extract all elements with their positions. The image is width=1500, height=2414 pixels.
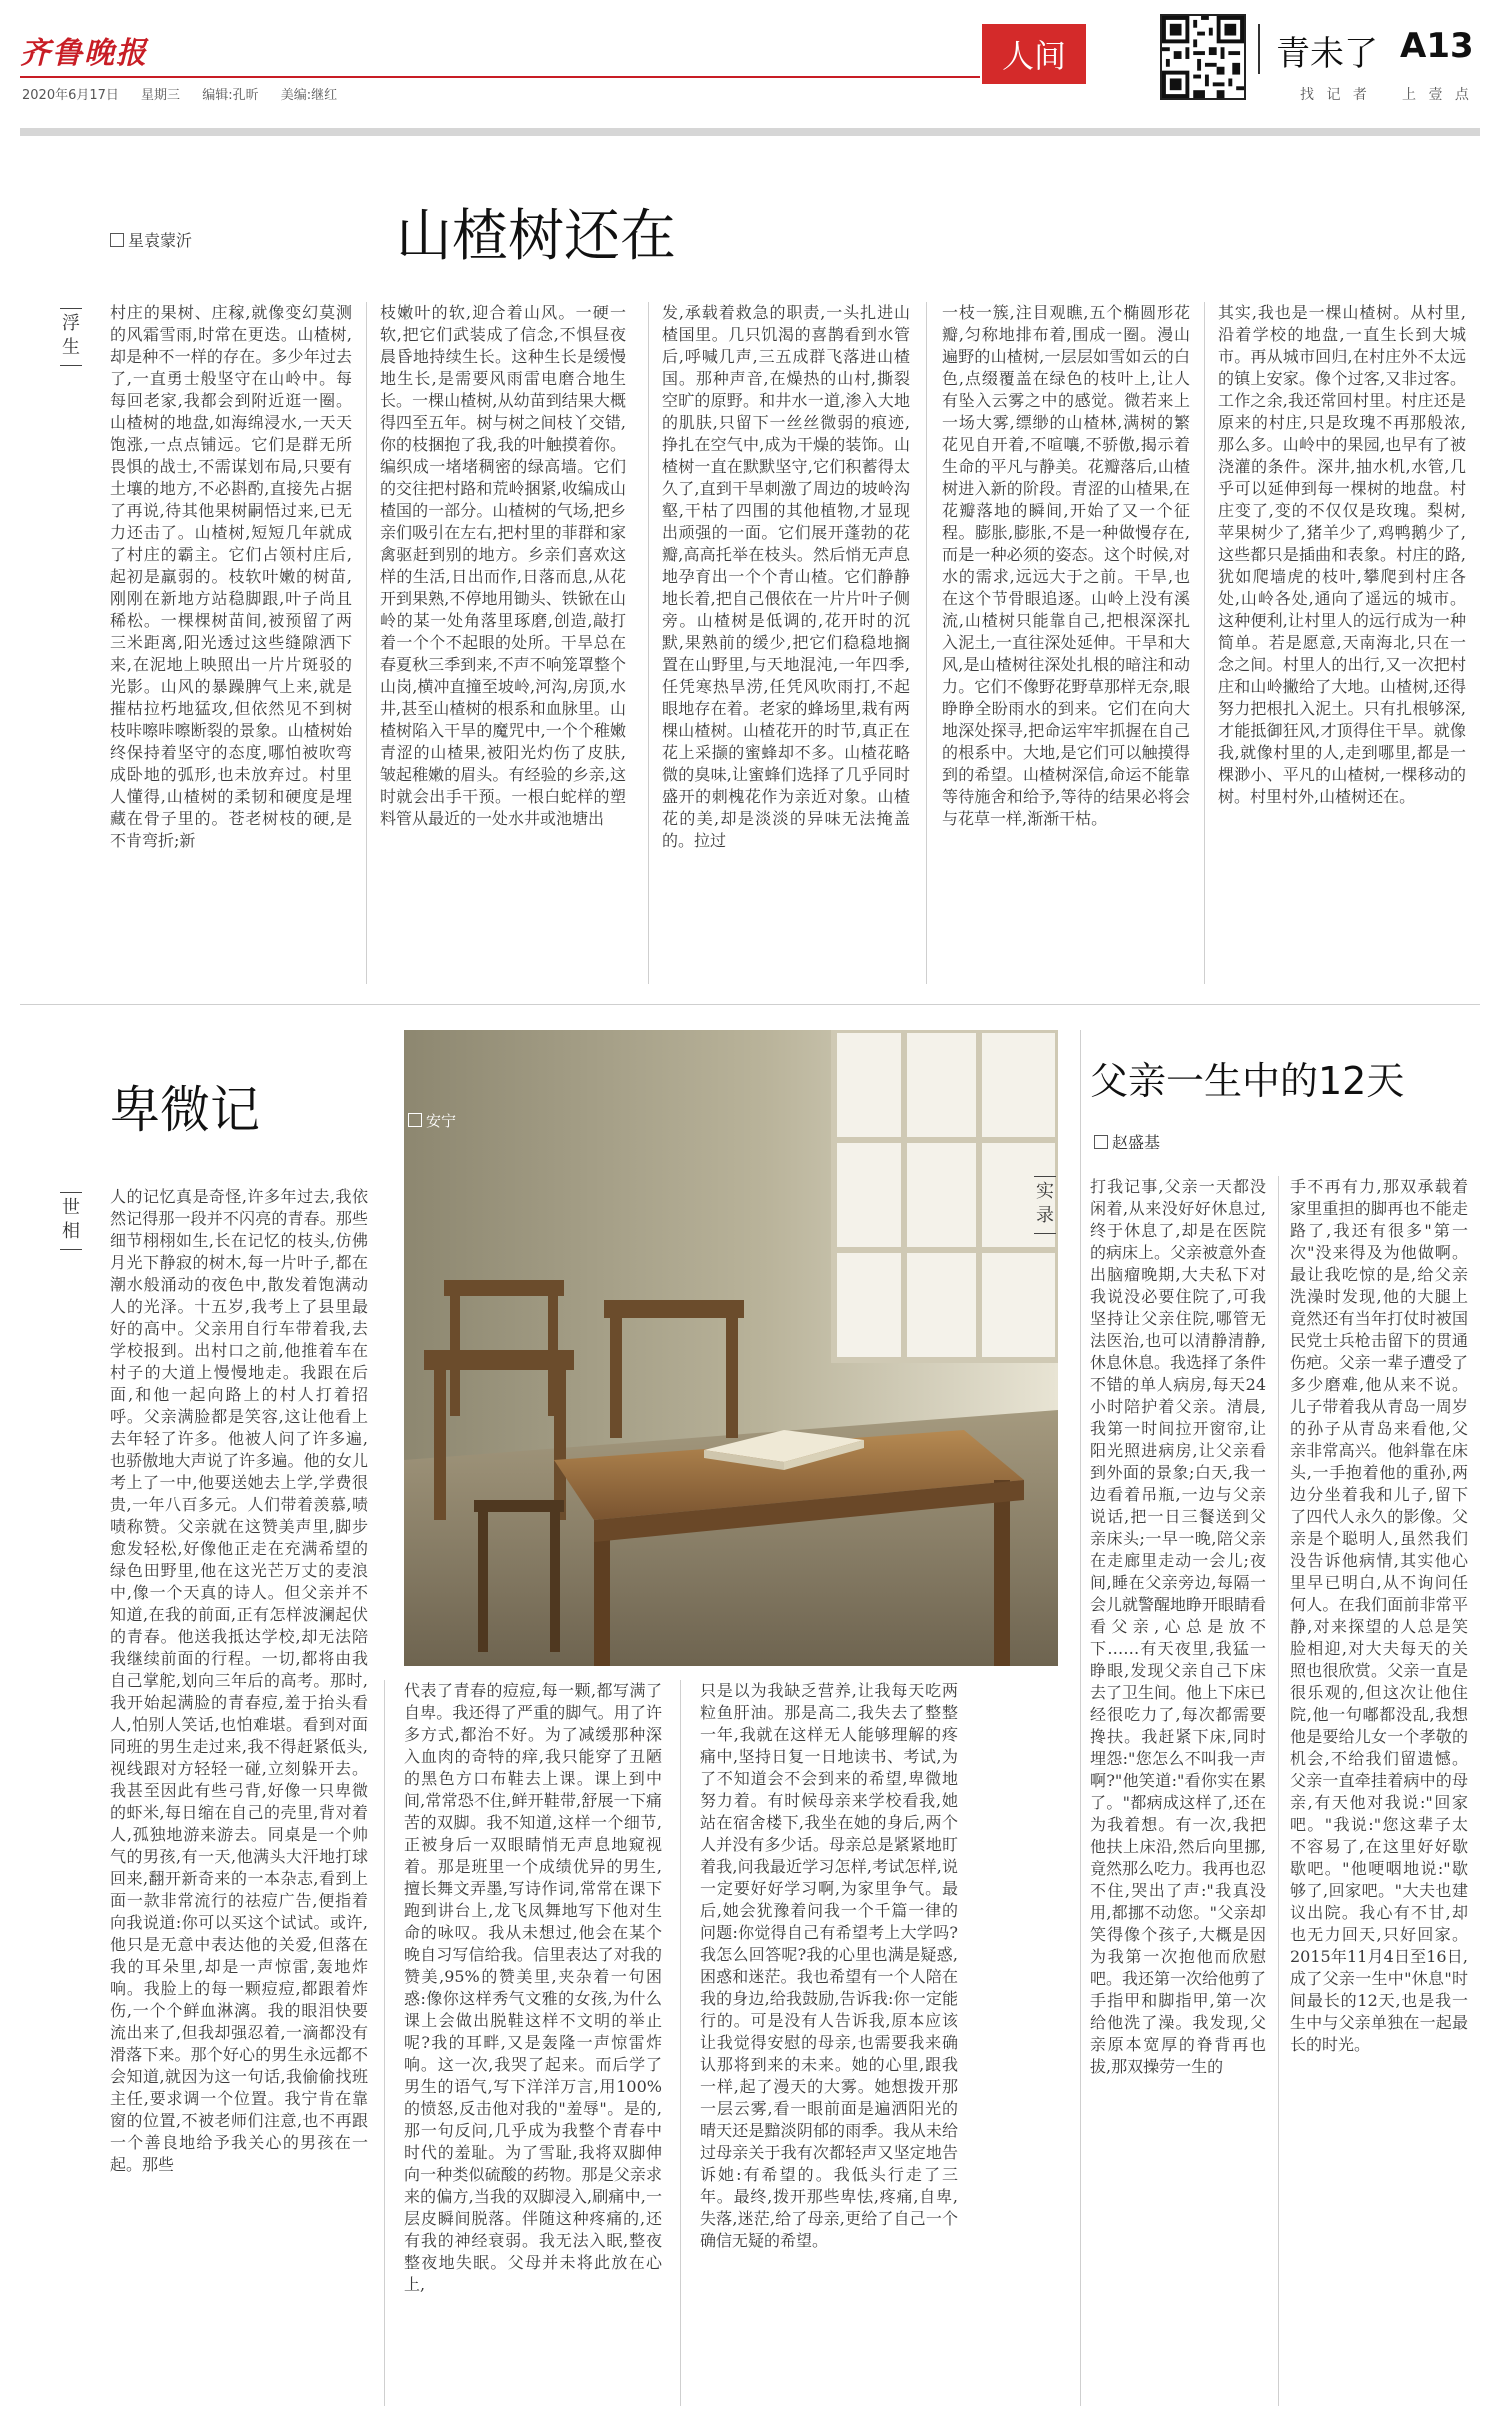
contact-app: 上 壹 点 (1402, 87, 1473, 103)
article1-column-2: 枝嫩叶的软,迎合着山风。一硬一软,把它们武装成了信念,不惧昼夜晨昏地持续生长。这种生长是缓慢地生长,是需要风雨雷电磨合地生长。一棵山楂树,从幼苗到结果大概得四至五年。树与树之间枝丫交错,你的枝捆抱了我,我的叶触摸着你。编织成一堵堵稠密的绿高墙。它们的交往把村路和荒岭捆紧,收编成山楂国的一部分。山楂树的气场,把乡亲们吸引在左右,把村里的菲群和家禽驱赶到别的地方。乡亲们喜欢这样的生活,日出而作,日落而息,从花开到果熟,不停地用锄头、铁锨在山岭的某一处角落里琢磨,创造,敲打着一个个不起眼的处所。干旱总在春夏秋三季到来,不声不响笼罩整个山岗,横冲直撞至坡岭,河沟,房顶,水井,甚至山楂树的根系和血脉里。山楂树陷入干旱的魔咒中,一个个稚嫩青涩的山楂果,被阳光灼伤了皮肤,皱起稚嫩的眉头。有经验的乡亲,这时就会出手干预。一根白蛇样的塑料管从最近的一处水井或池塘出 (380, 303, 626, 828)
header-divider (1258, 24, 1260, 74)
column-rule (1204, 302, 1205, 984)
column-rule (648, 302, 649, 984)
article1-tag: 浮生 (60, 308, 82, 366)
article2-tag: 世相 (60, 1192, 82, 1250)
article1-title: 山楂树还在 (396, 204, 676, 269)
classroom-photo (404, 1030, 1058, 1666)
issue-meta (22, 84, 355, 103)
designer-credit: 美编:继红 (280, 88, 338, 103)
article3-column-1: 打我记事,父亲一天都没闲着,从来没好好休息过,终于休息了,却是在医院的病床上。父亲被意外查出脑瘤晚期,大夫私下对我说没必要住院了,可我坚持让父亲住院,哪管无法医治,也可以清静清静,休息休息。我选择了条件不错的单人病房,每天24小时陪护着父亲。清晨,我第一时间拉开窗帘,让阳光照进病房,让父亲看到外面的景象;白天,我一边看着吊瓶,一边与父亲说话,把一日三餐送到父亲床头;一早一晚,陪父亲在走廊里走动一会儿;夜间,睡在父亲旁边,每隔一会儿就警醒地睁开眼睛看看父亲,心总是放不下……有天夜里,我猛一睁眼,发现父亲自己下床去了卫生间。他上下床已经很吃力了,每次都需要搀扶。我赶紧下床,同时埋怨:"您怎么不叫我一声啊?"他笑道:"看你实在累了。"都病成这样了,还在为我着想。有一次,我把他扶上床沿,然后向里挪,竟然那么吃力。我再也忍不住,哭出了声:"我真没用,都挪不动您。"父亲却笑得像个孩子,大概是因为我第一次抱他而欣慰吧。我还第一次给他剪了手指甲和脚指甲,第一次给他洗了澡。我发现,父亲原本宽厚的脊背再也拔,那双操劳一生的 (1090, 1177, 1266, 2076)
column-rule (1080, 1030, 1081, 2406)
page-column-name: 青未了 (1276, 34, 1378, 74)
newspaper-masthead: 齐鲁晚报 (20, 36, 148, 71)
qr-code-icon (1160, 14, 1246, 100)
header-band (20, 128, 1480, 136)
issue-date: 2020年6月17日 (22, 88, 119, 103)
contact-label: 找 记 者 (1300, 87, 1371, 103)
article3-column-2: 手不再有力,那双承载着家里重担的脚再也不能走路了,我还有很多"第一次"没来得及为他做啊。最让我吃惊的是,给父亲洗澡时发现,他的大腿上竟然还有当年打仗时被国民党士兵枪击留下的贯通伤疤。父亲一辈子遭受了多少磨难,他从来不说。儿子带着我从青岛一周岁的孙子从青岛来看他,父亲非常高兴。他斜靠在床头,一手抱着他的重孙,两边分坐着我和儿子,留下了四代人永久的影像。父亲是个聪明人,虽然我们没告诉他病情,其实他心里早已明白,从不询问任何人。在我们面前非常平静,对来探望的人总是笑脸相迎,对大夫每天的关照也很欣赏。父亲一直是很乐观的,但这次让他住院,他一句嘟都没乱,我想他是要给儿女一个孝敬的机会,不给我们留遗憾。父亲一直牵挂着病中的母亲,有天他对我说:"回家吧。"我说:"您这辈子太不容易了,在这里好好歇歇吧。"他哽咽地说:"歇够了,回家吧。"大夫也建议出院。我心有不甘,却也无力回天,只好回家。2015年11月4日至16日,成了父亲一生中"休息"时间最长的12天,也是我一生中与父亲单独在一起最长的时光。 (1290, 1177, 1468, 2054)
section-tab: 人间 (982, 24, 1086, 84)
article2-column-3: 只是以为我缺乏营养,让我每天吃两粒鱼肝油。那是高二,我失去了整整一年,我就在这样无人能够理解的疼痛中,坚持日复一日地读书、考试,为了不知道会不会到来的希望,卑微地努力着。有时候母亲来学校看我,她站在宿舍楼下,我坐在她的身后,两个人并没有多少话。母亲总是紧紧地盯着我,问我最近学习怎样,考试怎样,说一定要好好学习啊,为家里争气。最后,她会犹豫着问我一个千篇一律的问题:你觉得自己有希望考上大学吗?我怎么回答呢?我的心里也满是疑惑,困惑和迷茫。我也希望有一个人陪在我的身边,给我鼓励,告诉我:你一定能行的。可是没有人告诉我,原本应该让我觉得安慰的母亲,也需要我来确认那将到来的未来。她的心里,跟我一样,起了漫天的大雾。她想拨开那一层云雾,看一眼前面是遍洒阳光的晴天还是黯淡阴郁的雨季。我从未给过母亲关于我有次都轻声又坚定地告诉她:有希望的。我低头行走了三年。最终,拨开那些卑怯,疼痛,自卑,失落,迷茫,给了母亲,更给了自己一个确信无疑的希望。 (700, 1681, 958, 2250)
page-number: A13 (1400, 26, 1474, 66)
column-rule (384, 1680, 385, 2406)
article3-title: 父亲一生中的12天 (1090, 1059, 1405, 1103)
column-rule (1278, 1176, 1279, 2406)
editor-credit: 编辑:孔昕 (202, 88, 259, 103)
article2-byline: 安宁 (408, 1110, 456, 1131)
article3-tag: 实录 (1034, 1176, 1056, 1234)
article1-column-5: 其实,我也是一棵山楂树。从村里,沿着学校的地盘,一直生长到大城市。再从城市回归,在村庄外不太远的镇上安家。像个过客,又非过客。工作之余,我还常回村里。村庄还是原来的村庄,只是玫瑰不再那般浓,那么多。山岭中的果园,也早有了被浇灌的条件。深井,抽水机,水管,几乎可以延伸到每一棵树的地盘。村庄变了,变的不仅仅是玫瑰。梨树,苹果树少了,猪羊少了,鸡鸭鹅少了,这些都只是插曲和表象。村庄的路,犹如爬墙虎的枝叶,攀爬到村庄各处,山岭各处,通向了遥远的城市。这种便利,让村里人的远行成为一种简单。若是愿意,天南海北,只在一念之间。村里人的出行,又一次把村庄和山岭撇给了大地。山楂树,还得努力把根扎入泥土。只有扎根够深,才能抵御狂风,才顶得住干旱。就像我,就像村里的人,走到哪里,都是一棵渺小、平凡的山楂树,一棵移动的树。村里村外,山楂树还在。 (1218, 303, 1466, 806)
article1-column-3: 发,承载着救急的职责,一头扎进山楂国里。几只饥渴的喜鹊看到水管后,呼喊几声,三五成群飞落进山楂国。那种声音,在燥热的山村,撕裂空旷的原野。和井水一道,渗入大地的肌肤,只留下一丝丝微弱的痕迹,挣扎在空气中,成为干燥的装饰。山楂树一直在默默坚守,它们积蓄得太久了,直到干旱刺激了周边的坡岭沟壑,干枯了四围的其他植物,才显现出顽强的一面。它们展开蓬勃的花瓣,高高托举在枝头。然后悄无声息地孕育出一个个青山楂。它们静静地长着,把自己偎依在一片片叶子侧旁。山楂树是低调的,花开时的沉默,果熟前的缓少,把它们稳稳地搁置在山野里,与天地混沌,一年四季,任凭寒热旱涝,任凭风吹雨打,不起眼地存在着。老家的蜂场里,栽有两棵山楂树。山楂花开的时节,真正在花上采撷的蜜蜂却不多。山楂花略微的臭味,让蜜蜂们选择了几乎同时盛开的刺槐花作为亲近对象。山楂花的美,却是淡淡的异味无法掩盖的。拉过 (662, 303, 910, 850)
section-divider (20, 1004, 1480, 1005)
article1-column-4: 一枝一簇,注目观瞧,五个椭圆形花瓣,匀称地排布着,围成一圈。漫山遍野的山楂树,一层层如雪如云的白色,点缀覆盖在绿色的枝叶上,让人有坠入云雾之中的感觉。微若来上一场大雾,缥缈的山楂林,满树的繁花见自开着,不喧嚷,不骄傲,揭示着生命的平凡与静美。花瓣落后,山楂树进入新的阶段。青涩的山楂果,在花瓣落地的瞬间,开始了又一个征程。膨胀,膨胀,不是一种做慢存在,而是一种必须的姿态。这个时候,对水的需求,远远大于之前。干旱,也在这个节骨眼追逐。山岭上没有溪流,山楂树只能靠自己,把根深深扎入泥土,一直往深处延伸。干旱和大风,是山楂树往深处扎根的暗注和动力。它们不像野花野草那样无奈,眼睁睁全盼雨水的到来。它们在向大地深处探寻,把命运牢牢抓握在自己的根系中。大地,是它们可以触摸得到的希望。山楂树深信,命运不能靠等待施舍和给予,等待的结果必将会与花草一样,渐渐干枯。 (942, 303, 1190, 828)
header-rule (20, 76, 980, 78)
article2-column-2: 代表了青春的痘痘,每一颗,都写满了自卑。我还得了严重的脚气。用了许多方式,都治不好。为了减缓那种深入血肉的奇特的痒,我只能穿了丑陋的黑色方口布鞋去上课。课上到中间,常常恐不住,鲜开鞋带,舒展一下痛苦的双脚。我不知道,这样一个细节,正被身后一双眼睛悄无声息地窥视着。那是班里一个成绩优异的男生,擅长舞文弄墨,写诗作词,常常在课下跑到讲台上,龙飞凤舞地写下他对生命的咏叹。我从未想过,他会在某个晚自习写信给我。信里表达了对我的赞美,95%的赞美里,夹杂着一句困惑:像你这样秀气文雅的女孩,为什么课上会做出脱鞋这样不文明的举止呢?我的耳畔,又是轰隆一声惊雷炸响。这一次,我哭了起来。而后学了男生的语气,写下洋洋万言,用100%的愤怒,反击他对我的"羞辱"。是的,那一句反问,几乎成为我整个青春中时代的羞耻。为了雪耻,我将双脚伸向一种类似硫酸的药物。那是父亲求来的偏方,当我的双脚浸入,刷痛中,一层皮瞬间脱落。伴随这种疼痛的,还有我的神经衰弱。我无法入眠,整夜整夜地失眠。父母并未将此放在心上, (404, 1681, 662, 2294)
article2-column-1: 人的记忆真是奇怪,许多年过去,我依然记得那一段并不闪亮的青春。那些细节栩栩如生,长在记忆的枝头,仿佛月光下静寂的树木,每一片叶子,都在潮水般涌动的夜色中,散发着饱满动人的光泽。十五岁,我考上了县里最好的高中。父亲用自行车带着我,去学校报到。出村口之前,他推着车在村子的大道上慢慢地走。我跟在后面,和他一起向路上的村人打着招呼。父亲满脸都是笑容,这让他看上去年轻了许多。他被人问了许多遍,也骄傲地大声说了许多遍。他的女儿考上了一中,他要送她去上学,学费很贵,一年八百多元。人们带着羡慕,啧啧称赞。父亲就在这赞美声里,脚步愈发轻松,好像他正走在充满希望的绿色田野里,他在这光芒万丈的麦浪中,像一个天真的诗人。但父亲并不知道,在我的前面,正有怎样波澜起伏的青春。他送我抵达学校,却无法陪我继续前面的行程。一切,都将由我自己掌舵,划向三年后的高考。那时,我开始起满脸的青春痘,羞于抬头看人,怕别人笑话,也怕难堪。看到对面同班的男生走过来,我不得赶紧低头,视线跟对方轻轻一碰,立刻躲开去。我甚至因此有些弓背,好像一只卑微的虾米,每日缩在自己的壳里,背对着人,孤独地游来游去。同桌是一个帅气的男孩,有一天,他满头大汗地打球回来,翻开新奇来的一本杂志,看到上面一款非常流行的祛痘广告,便指着向我说道:你可以买这个试试。或许,他只是无意中表达他的关爱,但落在我的耳朵里,却是一声惊雷,轰地炸响。我脸上的每一颗痘痘,都跟着炸伤,一个个鲜血淋漓。我的眼泪快要流出来了,但我却强忍着,一滴都没有滑落下来。那个好心的男生永远都不会知道,就因为这一句话,我偷偷找班主任,要求调一个位置。我宁肯在靠窗的位置,不被老师们注意,也不再跟一个善良地给予我关心的男孩在一起。那些 (110, 1187, 368, 2174)
issue-weekday: 星期三 (141, 88, 181, 103)
article2-title: 卑微记 (110, 1081, 260, 1139)
column-rule (926, 302, 927, 984)
column-rule (680, 1680, 681, 2406)
column-rule (366, 302, 367, 984)
article1-byline: 星袁蒙沂 (110, 228, 192, 251)
article3-byline: 赵盛基 (1094, 1130, 1160, 1153)
article1-column-1: 村庄的果树、庄稼,就像变幻莫测的风霜雪雨,时常在更迭。山楂树,却是种不一样的存在。多少年过去了,一直勇士般坚守在山岭中。每每回老家,我都会到附近逛一圈。山楂树的地盘,如海绵浸水,一天天饱涨,一点点铺远。它们是群无所畏惧的战士,不需谋划布局,只要有土壤的地方,不必斟酌,直接先占据了再说,待其他果树嗣悟过来,已无力还击了。山楂树,短短几年就成了村庄的霸主。它们占领村庄后,起初是羸弱的。枝软叶嫩的树苗,刚刚在新地方站稳脚跟,叶子尚且稀松。一棵棵树苗间,被预留了两三米距离,阳光透过这些缝隙洒下来,在泥地上映照出一片片斑驳的光影。山风的暴躁脾气上来,就是摧枯拉朽地猛攻,但依然见不到树枝咔嚓咔嚓断裂的景象。山楂树始终保持着坚守的态度,哪怕被吹弯成卧地的弧形,也未放弃过。村里人懂得,山楂树的柔韧和硬度是埋藏在骨子里的。苍老树枝的硬,是不肯弯折;新 (110, 303, 352, 850)
